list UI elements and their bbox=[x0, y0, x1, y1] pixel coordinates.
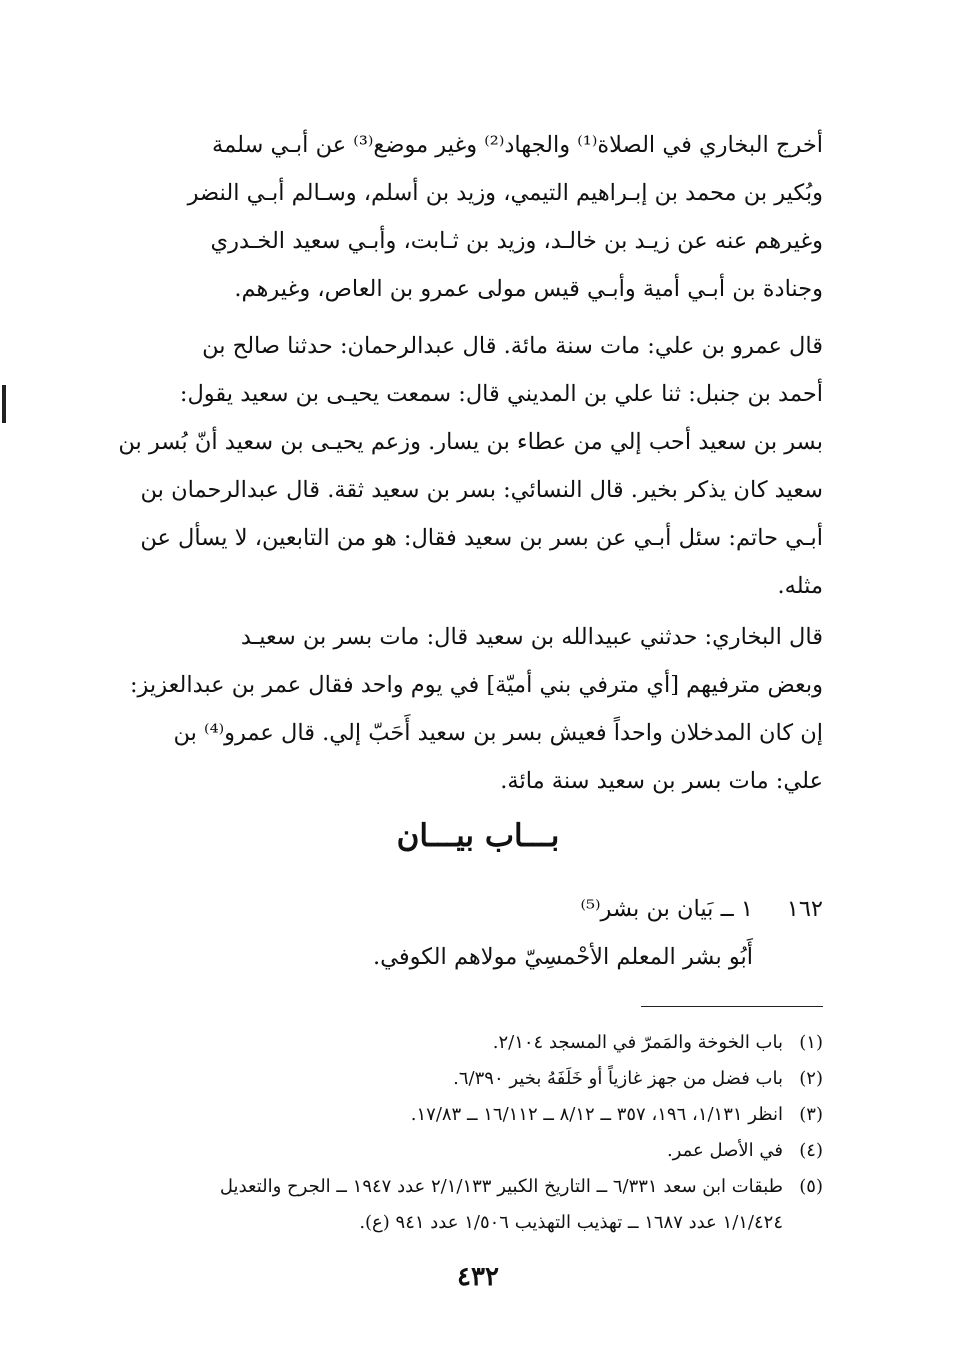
footnote-number: (٥) bbox=[799, 1176, 823, 1197]
text-line: مثله. bbox=[777, 573, 823, 599]
text-line: أبـي حاتم: سئل أبـي عن بسر بن سعيد فقال: هو من التابعين، لا يسأل عن bbox=[140, 525, 823, 551]
entry-title: ١ ــ بَيان بن بشر⁽⁵⁾ bbox=[580, 896, 753, 922]
page-number: ٤٣٢ bbox=[457, 1262, 499, 1292]
paragraph-2 bbox=[118, 322, 823, 610]
text-line: علي: مات بسر بن سعيد سنة مائة. bbox=[500, 768, 823, 794]
text-line: إن كان المدخلان واحداً فعيش بسر بن سعيد أَحَبّ إلي. قال عمرو⁽⁴⁾ بن bbox=[173, 720, 823, 746]
footnote-item bbox=[118, 1205, 823, 1241]
chapter-heading: بـــاب بيـــان bbox=[396, 818, 560, 854]
text-line: وغيرهم عنه عن زيـد بن خالـد، وزيد بن ثـابت، وأبـي سعيد الخـدري bbox=[210, 228, 823, 254]
footnote-number: (٤) bbox=[799, 1140, 823, 1161]
footnote-text: ١/١/٤٢٤ عدد ١٦٨٧ ــ تهذيب التهذيب ١/٥٠٦ عدد ٩٤١ (ع). bbox=[359, 1212, 783, 1233]
footnote-item bbox=[118, 1097, 823, 1133]
footnotes bbox=[118, 1025, 823, 1241]
footnote-text: في الأصل عمر. bbox=[666, 1140, 783, 1161]
footnote-divider bbox=[641, 1006, 823, 1007]
margin-mark bbox=[2, 385, 6, 423]
footnote-text: باب الخوخة والمَمرّ في المسجد ٢/١٠٤. bbox=[492, 1032, 783, 1053]
paragraph-1 bbox=[123, 121, 823, 313]
footnote-item bbox=[118, 1025, 823, 1061]
entry-number: ١٦٢ bbox=[786, 896, 823, 922]
footnote-number: (١) bbox=[799, 1032, 823, 1053]
footnote-item bbox=[118, 1061, 823, 1097]
text-line: وبُكير بن محمد بن إبـراهيم التيمي، وزيد بن أسلم، وسـالم أبـي النضر bbox=[187, 180, 823, 206]
footnote-number: (٣) bbox=[799, 1104, 823, 1125]
text-line: وبعض مترفيهم [أي مترفي بني أميّة] في يوم واحد فقال عمر بن عبدالعزيز: bbox=[129, 672, 823, 698]
footnote-text: باب فضل من جهز غازياً أو خَلَفَهُ بخير ٦/٣٩٠. bbox=[453, 1068, 783, 1089]
footnote-item bbox=[118, 1169, 823, 1205]
text-line: سعيد كان يذكر بخير. قال النسائي: بسر بن سعيد ثقة. قال عبدالرحمان بن bbox=[140, 477, 823, 503]
paragraph-3 bbox=[123, 613, 823, 805]
footnote-text: طبقات ابن سعد ٦/٣٣١ ــ التاريخ الكبير ٢/١/١٣٣ عدد ١٩٤٧ ــ الجرح والتعديل bbox=[219, 1176, 783, 1197]
text-line: أحمد بن جنبل: ثنا علي بن المديني قال: سمعت يحيـى بن سعيد يقول: bbox=[179, 381, 823, 407]
footnote-text: انظر ١/١٣١، ١٩٦، ٣٥٧ ــ ٨/١٢ ــ ١٦/١١٢ ــ ١٧/٨٣. bbox=[410, 1104, 783, 1125]
biography-entry bbox=[123, 885, 823, 981]
text-line: بسر بن سعيد أحب إلي من عطاء بن يسار. وزعم يحيـى بن سعيد أنّ بُسر بن bbox=[118, 429, 823, 455]
text-line: قال عمرو بن علي: مات سنة مائة. قال عبدالرحمان: حدثنا صالح بن bbox=[202, 333, 823, 359]
text-line: وجنادة بن أبـي أمية وأبـي قيس مولى عمرو بن العاص، وغيرهم. bbox=[234, 276, 823, 302]
text-line: أخرج البخاري في الصلاة⁽¹⁾ والجهاد⁽²⁾ وغير موضع⁽³⁾ عن أبـي سلمة bbox=[212, 132, 823, 158]
footnote-number: (٢) bbox=[799, 1068, 823, 1089]
footnote-item bbox=[118, 1133, 823, 1169]
entry-subtitle: أَبُو بشر المعلم الأحْمسِيّ مولاهم الكوفي. bbox=[372, 944, 753, 970]
text-line: قال البخاري: حدثني عبيدالله بن سعيد قال: مات بسر بن سعيـد bbox=[240, 624, 823, 650]
